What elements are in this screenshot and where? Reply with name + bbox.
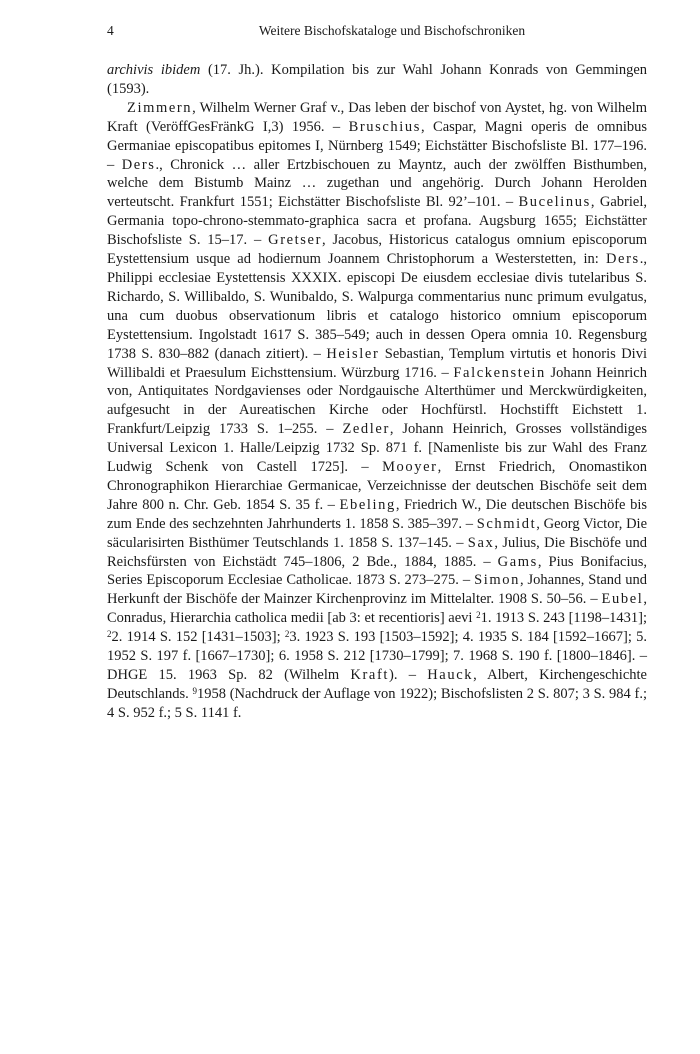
author-name: Bruschius xyxy=(348,118,421,135)
text-run: , Georg Victor, Die säcularisirten Bisthümer Teutschlands 1. 1858 S. 137–145. – xyxy=(107,515,648,551)
author-name: Ders xyxy=(121,156,156,173)
text-run: , Friedrich W., Die deutschen Bischöfe bis zum Ende des sechzehnten Jahrhunderts 1. 1858 S. 385–397. – xyxy=(107,496,648,532)
text-run: , Wilhelm Werner Graf v., Das leben der bischof von Aystet, hg. von Wilhelm Kraft (VeröffGesFränkG I,3) 1956. – xyxy=(107,99,647,135)
text-run: , Johann Heinrich, Grosses vollständiges Universal Lexicon 1. Halle/Leipzig 1732 Sp. 871 f. [Namenliste bis zur Wahl des Franz Ludwig Schenk von Castell 1725]. – xyxy=(107,421,647,476)
author-name: Heisler xyxy=(326,345,380,362)
italic-lead: archivis ibidem xyxy=(107,62,201,78)
body-text xyxy=(107,61,647,723)
text-run: 2. 1914 S. 152 [1431–1503]; xyxy=(111,629,285,646)
edition-superscript: 9 xyxy=(192,685,197,696)
text-run: , Jacobus, Historicus catalogus omnium episcoporum Eystettensium usque ad hodiernum Joannem Christophorum a Westerstetten, in: xyxy=(107,232,647,268)
running-head xyxy=(107,20,647,42)
author-name: Falckenstein xyxy=(453,364,546,381)
paragraph-bibliography xyxy=(107,99,647,723)
edition-superscript: 2 xyxy=(107,629,112,640)
text-run: , Caspar, Magni operis de omnibus Germaniae episcopatibus epitomes I, Nürnberg 1549; Eichstätter Bischofsliste Bl. 177–196. – xyxy=(107,118,647,173)
author-name: Gams xyxy=(497,553,538,570)
text-run: , Albert, Kirchengeschichte Deutschlands. xyxy=(107,667,647,702)
text-run: , Johannes, Stand und Herkunft der Bischöfe der Mainzer Kirchenprovinz im Mittelalter. 1908 S. 50–56. – xyxy=(107,572,648,608)
text-run: (17. Jh.). Kompilation bis zur Wahl Johann Konrads von Gemmingen (1593). xyxy=(107,62,648,97)
text-run: 1. 1913 S. 243 [1198–1431]; xyxy=(480,610,647,627)
running-title: Weitere Bischofskataloge und Bischofschroniken xyxy=(258,23,526,38)
edition-superscript: 2 xyxy=(284,629,290,640)
author-name: Gretser xyxy=(268,232,322,249)
author-name: Simon xyxy=(474,572,520,589)
paragraph-intro xyxy=(107,61,647,99)
author-name: Ebeling xyxy=(339,496,396,513)
text-run: , Gabriel, Germania topo-chrono-stemmato-graphica sacra et profana. Augsburg 1655; Eichstätter Bischofsliste S. 15–17. – xyxy=(107,194,647,249)
author-name: Ders xyxy=(605,251,640,268)
author-name: Eubel xyxy=(601,591,644,608)
text-run: 3. 1923 S. 193 [1503–1592]; 4. 1935 S. 184 [1592–1667]; 5. 1952 S. 197 f. [1667–1730]; 6. 1958 S. 212 [1730–1799]; 7. 1968 S. 190 f. [1800–1846]. – DHGE 15. 1963 Sp. 82 (Wilhelm xyxy=(107,629,648,683)
text-run: ., Chronick … aller Ertzbischouen zu Mayntz, auch der zwölffen Bisthumben, welche dem Bistumb Mainz … zugethan und angehörig. Durch Johann Herolden verteutscht. Frankfurt 1551; Eichstätter Bischofsliste Bl. 92’–101. – xyxy=(107,156,647,211)
text-run: , Conradus, Hierarchia catholica medii [ab 3: et recentioris] aevi xyxy=(107,591,647,627)
author-name: Schmidt xyxy=(476,515,537,532)
page xyxy=(107,20,647,723)
text-run: , Pius Bonifacius, Series Episcoporum Ecclesiae Catholicae. 1873 S. 273–275. – xyxy=(107,553,647,589)
edition-superscript: 2 xyxy=(476,610,481,621)
author-name: Mooyer xyxy=(382,459,438,476)
page-number: 4 xyxy=(107,23,114,38)
text-run: , Ernst Friedrich, Onomastikon Chronographikon Hierarchiae Germanicae, Verzeichnisse der deutschen Bischöfe seit dem Jahre 800 n. Chr. Geb. 1854 S. 35 f. – xyxy=(107,459,647,513)
author-name: Zimmern xyxy=(127,99,193,116)
text-run: ., Philippi ecclesiae Eystettensis XXXIX. episcopi De eiusdem ecclesiae divis tutelaribus S. Richardo, S. Willibaldo, S. Wunibaldo, S. Walpurga commentarius nunc primum evulgatus, una cum duobus observationum libris et catalogo historico omnium episcoporum Eystettensium. Ingolstadt 1617 S. 385–549; auch in dessen Opera omnia 10. Regensburg 1738 S. 830–882 (danach zitiert). – xyxy=(107,251,647,362)
text-run: Johann Heinrich von, Antiquitates Nordgavienses oder Nordgauische Alterthümer und Merckwürdigkeiten, aufgesucht in der Aureatischen Kirche oder Hochfürstl. Hochstifft Eichstett 1. Frankfurt/Leipzig 1733 S. 1–255. – xyxy=(107,364,647,438)
author-name: Zedler xyxy=(342,421,390,438)
text-run: Sebastian, Templum virtutis et honoris Divi Willibaldi et Praesulum Eichsttensium. Würzburg 1716. – xyxy=(107,345,647,381)
text-run: , Julius, Die Bischöfe und Reichsfürsten von Eichstädt 745–1806, 2 Bde., 1884, 1885. – xyxy=(107,534,648,570)
author-name: Bucelinus xyxy=(518,194,591,211)
author-name: Sax xyxy=(467,534,495,551)
text-run: 1958 (Nachdruck der Auflage von 1922); Bischofslisten 2 S. 807; 3 S. 984 f.; 4 S. 952 f.; 5 S. 1141 f. xyxy=(107,685,647,721)
author-name: Hauck xyxy=(427,667,474,683)
author-name: Kraft xyxy=(350,667,389,683)
text-run: ). – xyxy=(389,667,428,683)
